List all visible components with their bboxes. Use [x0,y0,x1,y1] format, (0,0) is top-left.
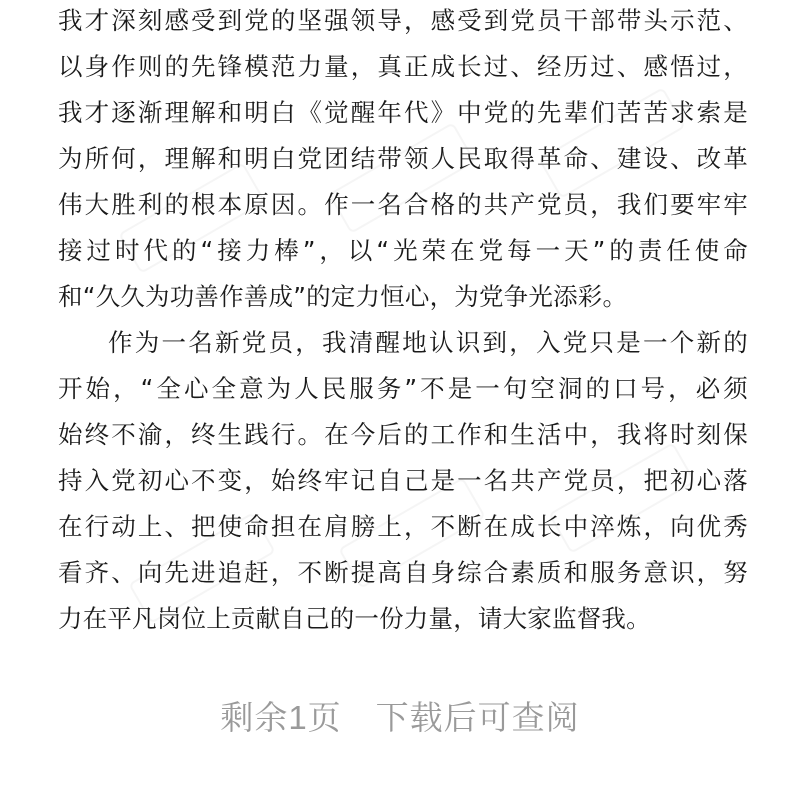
text-line: 我才深刻感受到党的坚强领导，感受到党员干部带头示范、 [58,6,748,35]
text-line: 我才逐渐理解和明白《觉醒年代》中党的先辈们苦苦求索是 [58,98,748,127]
text-line: 和“久久为功善作善成”的定力恒心，为党争光添彩。 [58,282,628,311]
remaining-pages-link[interactable]: 剩余1页 下载后可查阅 [220,699,580,736]
text-line: 以身作则的先锋模范力量，真正成长过、经历过、感悟过， [58,52,748,81]
text-line: 为所何，理解和明白党团结带领人民取得革命、建设、改革 [58,144,748,173]
text-line: 持入党初心不变，始终牢记自己是一名共产党员，把初心落 [58,466,748,495]
text-line: 作为一名新党员，我清醒地认识到，入党只是一个新的 [108,328,748,357]
text-line: 在行动上、把使命担在肩膀上，不断在成长中淬炼，向优秀 [58,512,748,541]
text-line: 伟大胜利的根本原因。作一名合格的共产党员，我们要牢牢 [58,190,748,219]
text-line: 开始，“全心全意为人民服务”不是一句空洞的口号，必须 [58,374,748,403]
text-line: 力在平凡岗位上贡献自己的一份力量，请大家监督我。 [58,604,651,633]
text-line: 始终不渝，终生践行。在今后的工作和生活中，我将时刻保 [58,420,748,449]
text-line: 接过时代的“接力棒”，以“光荣在党每一天”的责任使命 [58,236,748,265]
text-line: 看齐、向先进追赶，不断提高自身综合素质和服务意识，努 [58,558,748,587]
